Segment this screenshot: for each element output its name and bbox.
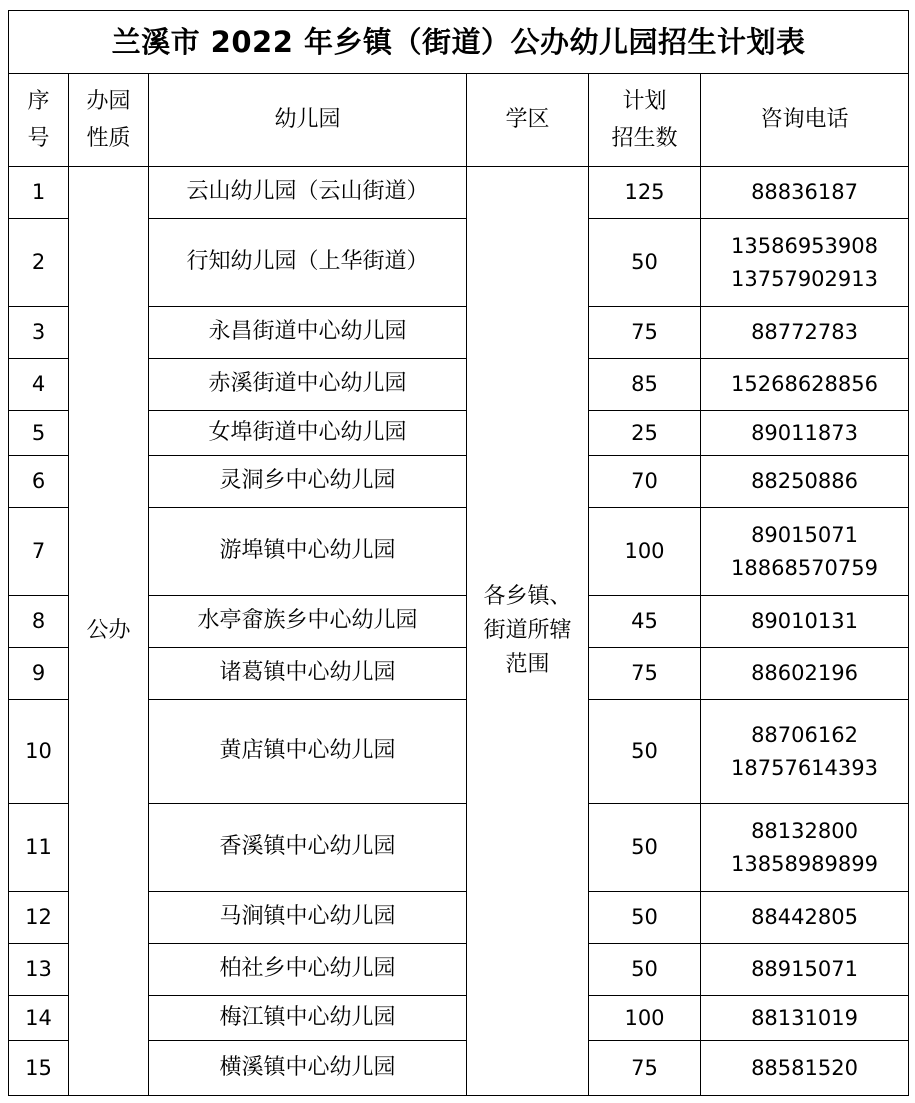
kindergarten-name-cell: 游埠镇中心幼儿园 — [149, 508, 467, 596]
header-seq-line-1: 序 — [27, 88, 50, 114]
phone-number: 88836187 — [751, 180, 858, 205]
kindergarten-name-cell: 马涧镇中心幼儿园 — [149, 892, 467, 944]
kindergarten-name-cell: 横溪镇中心幼儿园 — [149, 1041, 467, 1096]
plan-count-cell: 125 — [589, 167, 701, 219]
plan-count-cell: 50 — [589, 700, 701, 804]
kindergarten-name-cell: 永昌街道中心幼儿园 — [149, 307, 467, 359]
phone-cell — [701, 804, 909, 892]
phone-number: 88132800 — [751, 818, 858, 843]
row-seq-cell: 2 — [9, 219, 69, 307]
plan-count-cell: 75 — [589, 648, 701, 700]
plan-count-cell: 50 — [589, 219, 701, 307]
table-title: 兰溪市 2022 年乡镇（街道）公办幼儿园招生计划表 — [9, 11, 909, 74]
phone-cell — [701, 1041, 909, 1096]
phone-number: 88602196 — [751, 661, 858, 686]
kindergarten-name-cell: 黄店镇中心幼儿园 — [149, 700, 467, 804]
kindergarten-name-cell: 赤溪街道中心幼儿园 — [149, 359, 467, 411]
row-seq-cell: 15 — [9, 1041, 69, 1096]
phone-cell — [701, 219, 909, 307]
plan-count-cell: 50 — [589, 892, 701, 944]
table-row — [9, 167, 909, 219]
phone-cell — [701, 411, 909, 456]
phone-number: 15268628856 — [731, 372, 878, 397]
row-seq-cell: 4 — [9, 359, 69, 411]
district-cell — [467, 167, 589, 1096]
header-nature — [69, 74, 149, 167]
plan-count-cell: 100 — [589, 508, 701, 596]
plan-count-cell: 25 — [589, 411, 701, 456]
phone-number: 18757614393 — [731, 755, 878, 780]
phone-number: 88915071 — [751, 957, 858, 982]
header-seq — [9, 74, 69, 167]
enrollment-plan-table — [8, 10, 909, 1096]
kindergarten-name-cell: 云山幼儿园（云山街道） — [149, 167, 467, 219]
kindergarten-name-cell: 女埠街道中心幼儿园 — [149, 411, 467, 456]
phone-cell — [701, 700, 909, 804]
plan-count-cell: 50 — [589, 804, 701, 892]
phone-cell — [701, 892, 909, 944]
phone-number: 89015071 — [751, 522, 858, 547]
row-seq-cell: 7 — [9, 508, 69, 596]
phone-cell — [701, 596, 909, 648]
row-seq-cell: 8 — [9, 596, 69, 648]
row-seq-cell: 14 — [9, 996, 69, 1041]
row-seq-cell: 1 — [9, 167, 69, 219]
kindergarten-name-cell: 诸葛镇中心幼儿园 — [149, 648, 467, 700]
kindergarten-name-cell: 香溪镇中心幼儿园 — [149, 804, 467, 892]
phone-number: 88442805 — [751, 905, 858, 930]
phone-cell — [701, 648, 909, 700]
table-body — [9, 167, 909, 1096]
row-seq-cell: 6 — [9, 456, 69, 508]
kindergarten-name-cell: 柏社乡中心幼儿园 — [149, 944, 467, 996]
nature-cell: 公办 — [69, 167, 149, 1096]
row-seq-cell: 9 — [9, 648, 69, 700]
district-line: 街道所辖 — [483, 617, 572, 643]
header-nature-line-2: 性质 — [86, 126, 131, 151]
plan-count-cell: 45 — [589, 596, 701, 648]
phone-number: 88250886 — [751, 469, 858, 494]
plan-count-cell: 70 — [589, 456, 701, 508]
district-line: 各乡镇、 — [483, 583, 572, 609]
row-seq-cell: 5 — [9, 411, 69, 456]
plan-count-cell: 75 — [589, 307, 701, 359]
phone-number: 88706162 — [751, 722, 858, 747]
header-plan-line-2: 招生数 — [611, 126, 678, 151]
kindergarten-name-cell: 水亭畲族乡中心幼儿园 — [149, 596, 467, 648]
phone-number: 89011873 — [751, 420, 858, 445]
phone-cell — [701, 456, 909, 508]
phone-number: 13586953908 — [731, 233, 878, 258]
header-district: 学区 — [467, 74, 589, 167]
phone-number: 13858989899 — [731, 851, 878, 876]
plan-count-cell: 75 — [589, 1041, 701, 1096]
header-plan — [589, 74, 701, 167]
header-nature-line-1: 办园 — [86, 88, 131, 114]
header-seq-line-2: 号 — [27, 126, 50, 151]
row-seq-cell: 12 — [9, 892, 69, 944]
phone-cell — [701, 359, 909, 411]
phone-cell — [701, 996, 909, 1041]
phone-cell — [701, 944, 909, 996]
kindergarten-name-cell: 梅江镇中心幼儿园 — [149, 996, 467, 1041]
row-seq-cell: 3 — [9, 307, 69, 359]
row-seq-cell: 11 — [9, 804, 69, 892]
phone-number: 88581520 — [751, 1055, 858, 1080]
row-seq-cell: 13 — [9, 944, 69, 996]
phone-number: 13757902913 — [731, 266, 878, 291]
plan-count-cell: 50 — [589, 944, 701, 996]
phone-cell — [701, 508, 909, 596]
phone-number: 18868570759 — [731, 555, 878, 580]
header-plan-line-1: 计划 — [622, 88, 667, 114]
phone-cell — [701, 307, 909, 359]
phone-cell — [701, 167, 909, 219]
kindergarten-name-cell: 行知幼儿园（上华街道） — [149, 219, 467, 307]
header-row — [9, 74, 909, 167]
kindergarten-name-cell: 灵洞乡中心幼儿园 — [149, 456, 467, 508]
phone-number: 88772783 — [751, 320, 858, 345]
phone-number: 88131019 — [751, 1005, 858, 1030]
plan-count-cell: 85 — [589, 359, 701, 411]
phone-number: 89010131 — [751, 609, 858, 634]
header-phone: 咨询电话 — [701, 74, 909, 167]
plan-count-cell: 100 — [589, 996, 701, 1041]
header-kindergarten: 幼儿园 — [149, 74, 467, 167]
district-line: 范围 — [505, 652, 550, 678]
row-seq-cell: 10 — [9, 700, 69, 804]
